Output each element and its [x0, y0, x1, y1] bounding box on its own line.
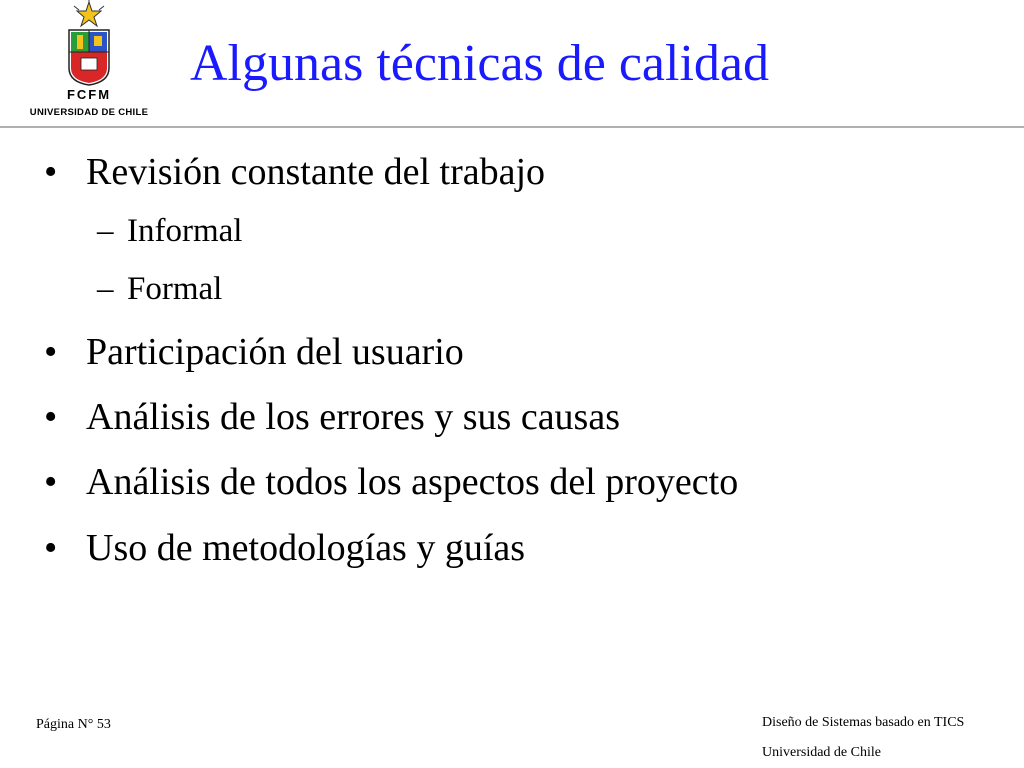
bullet-icon: •: [44, 151, 58, 193]
bullet-text: Participación del usuario: [86, 331, 464, 373]
footer-info: [762, 708, 964, 768]
dash-icon: –: [97, 271, 114, 307]
bullet-item: [44, 526, 525, 570]
bullet-icon: •: [44, 527, 58, 569]
bullet-text: Análisis de todos los aspectos del proyecto: [86, 461, 739, 503]
header-divider: [0, 126, 1024, 128]
bullet-text: Análisis de los errores y sus causas: [86, 396, 621, 438]
bullet-item: [44, 460, 738, 504]
bullet-icon: •: [44, 331, 58, 373]
bullet-icon: •: [44, 396, 58, 438]
sub-bullet-text: Informal: [127, 213, 243, 249]
institution-name: Universidad de Chile: [762, 745, 881, 760]
slide-title: Algunas técnicas de calidad: [190, 35, 769, 92]
logo-university-text: UNIVERSIDAD DE CHILE: [29, 107, 149, 118]
university-logo: [14, 0, 164, 122]
page-number: Página N° 53: [36, 717, 111, 732]
bullet-text: Uso de metodologías y guías: [86, 527, 526, 569]
sub-bullet-item: [97, 271, 222, 308]
dash-icon: –: [97, 213, 114, 249]
bullet-item: [44, 150, 545, 194]
sub-bullet-text: Formal: [127, 271, 223, 307]
bullet-item: [44, 395, 620, 439]
sub-bullet-item: [97, 213, 242, 250]
bullet-text: Revisión constante del trabajo: [86, 151, 546, 193]
course-name: Diseño de Sistemas basado en TICS: [762, 715, 965, 730]
star-icon: [74, 0, 104, 26]
coat-of-arms-icon: [64, 0, 114, 86]
logo-fcfm-text: FCFM: [66, 87, 112, 102]
bullet-item: [44, 330, 464, 374]
bullet-icon: •: [44, 461, 58, 503]
